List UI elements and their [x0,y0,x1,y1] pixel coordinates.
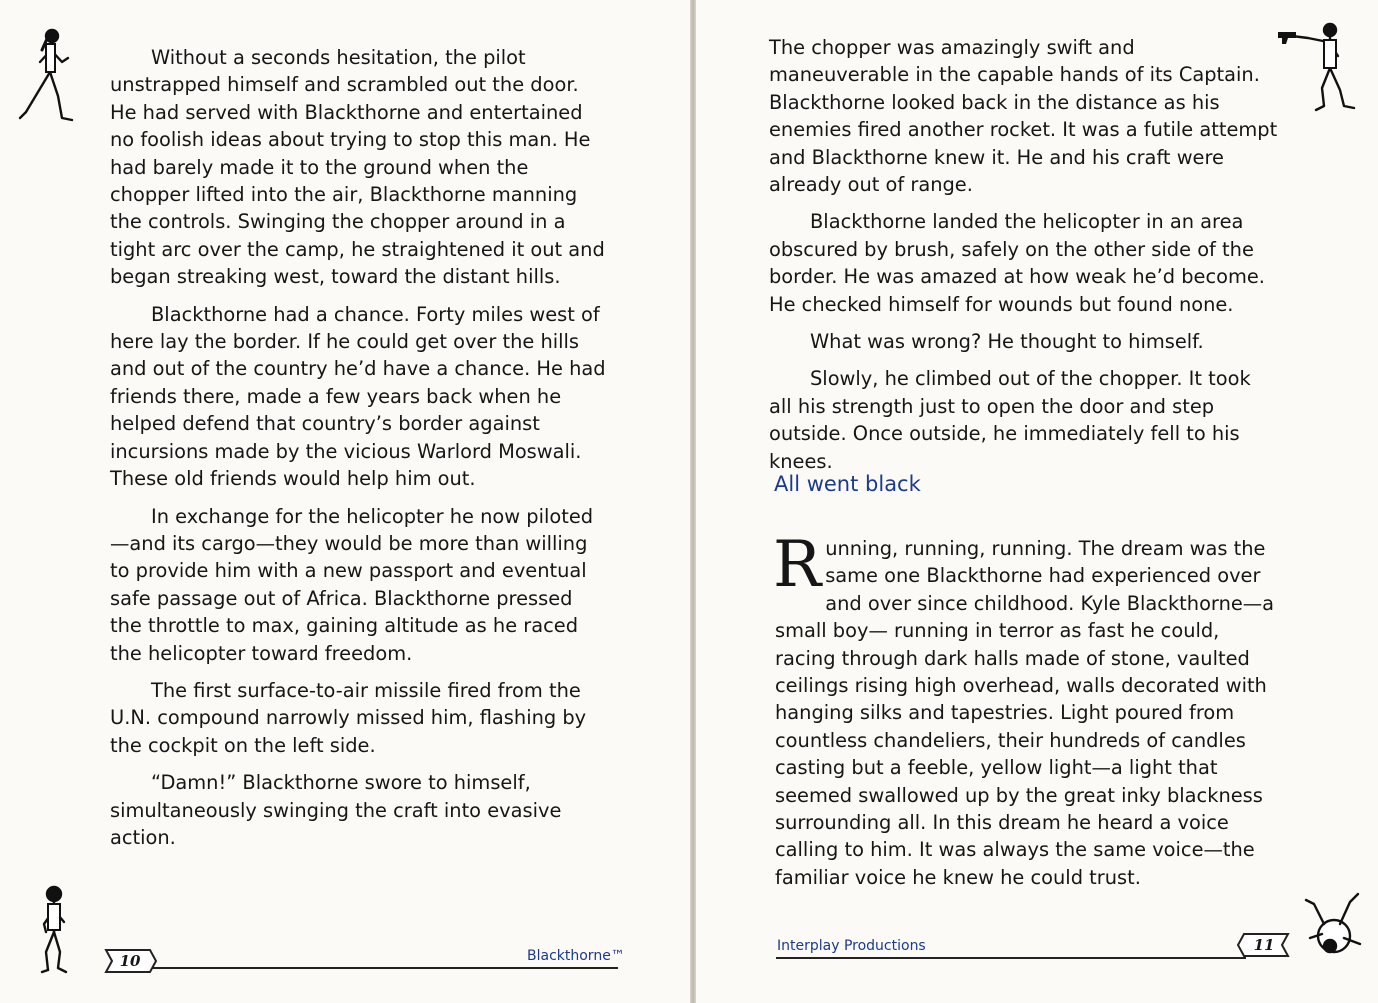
paragraph: In exchange for the helicopter he now piloted—and its cargo—they would be more than willing to provide him with a new passport and eventual safe passage out of Africa. Blackthorne pressed the throttle to max, gaining altitude as he raced the helicopter toward freedom. [110,504,594,665]
dropcap: R [773,528,822,602]
paragraph: The first surface-to-air missile fired from the U.N. compound narrowly missed him, flashing by the cockpit on the left side. [110,678,587,757]
page-number: 10 [119,952,141,970]
dropcap-paragraph [773,528,1283,891]
tumbling-figure-icon [1300,884,1370,968]
footer-rule-left [150,967,618,969]
section-heading: All went black [774,472,921,496]
right-page-text-top [769,34,1279,485]
page-number-tag-right [1236,930,1292,960]
paragraph: What was wrong? He thought to himself. [810,330,1204,354]
left-page-text [110,44,610,861]
gunman-figure-icon [1268,18,1364,114]
right-page-text-bottom [773,528,1283,901]
page-number: 11 [1253,936,1275,954]
footer-rule-right [776,957,1246,959]
paragraph: “Damn!” Blackthorne swore to himself, simultaneously swinging the craft into evasive action. [110,771,562,849]
page-number-tag-left [102,946,158,976]
footer-title-left: Blackthorne™ [527,948,625,964]
paragraph: Slowly, he climbed out of the chopper. It took all his strength just to open the door and step outside. Once outside, he immediately fell to his knees. [769,367,1251,473]
footer-title-right: Interplay Productions [777,938,926,954]
paragraph: Blackthorne landed the helicopter in an area obscured by brush, safely on the other side of the border. He was amazed at how weak he’d become. He checked himself for wounds but found none. [769,210,1265,316]
paragraph-text: unning, running, running. The dream was the same one Blackthorne had experienced over and over since childhood. Kyle Blackthorne—a small boy— running in terror as fast he could, racing through dark halls made of stone, vaulted ceilings rising high overhead, walls decorated with hanging silks and tapestries. Light poured from countless chandeliers, their hundreds of candles casting but a feeble, yellow light—a light that seemed swallowed up by the great inky blackness surrounding all. In this dream he heard a voice calling to him. It was always the same voice—the familiar voice he knew he could trust. [775,537,1275,889]
paragraph: Without a seconds hesitation, the pilot unstrapped himself and scrambled out the door. He had served with Blackthorne and entertained no foolish ideas about trying to stop this man. He had barely made it to the ground when the chopper lifted into the air, Blackthorne manning the controls. Swinging the chopper around in a tight arc over the camp, he straightened it out and began streaking west, toward the distant hills. [110,46,605,289]
paragraph: The chopper was amazingly swift and maneuverable in the capable hands of its Captain. Blackthorne looked back in the distance as his enemies fired another rocket. It was a futile attempt and Blackthorne knew it. He and his craft were already out of range. [769,36,1278,197]
running-figure-icon [14,22,84,126]
paragraph: Blackthorne had a chance. Forty miles west of here lay the border. If he could get over the hills and out of the country he’d have a chance. He had friends there, made a few years back when he helped defend that country’s border against incursions made by the vicious Warlord Moswali. These old friends would help him out. [110,302,606,491]
walking-figure-icon [30,880,80,976]
